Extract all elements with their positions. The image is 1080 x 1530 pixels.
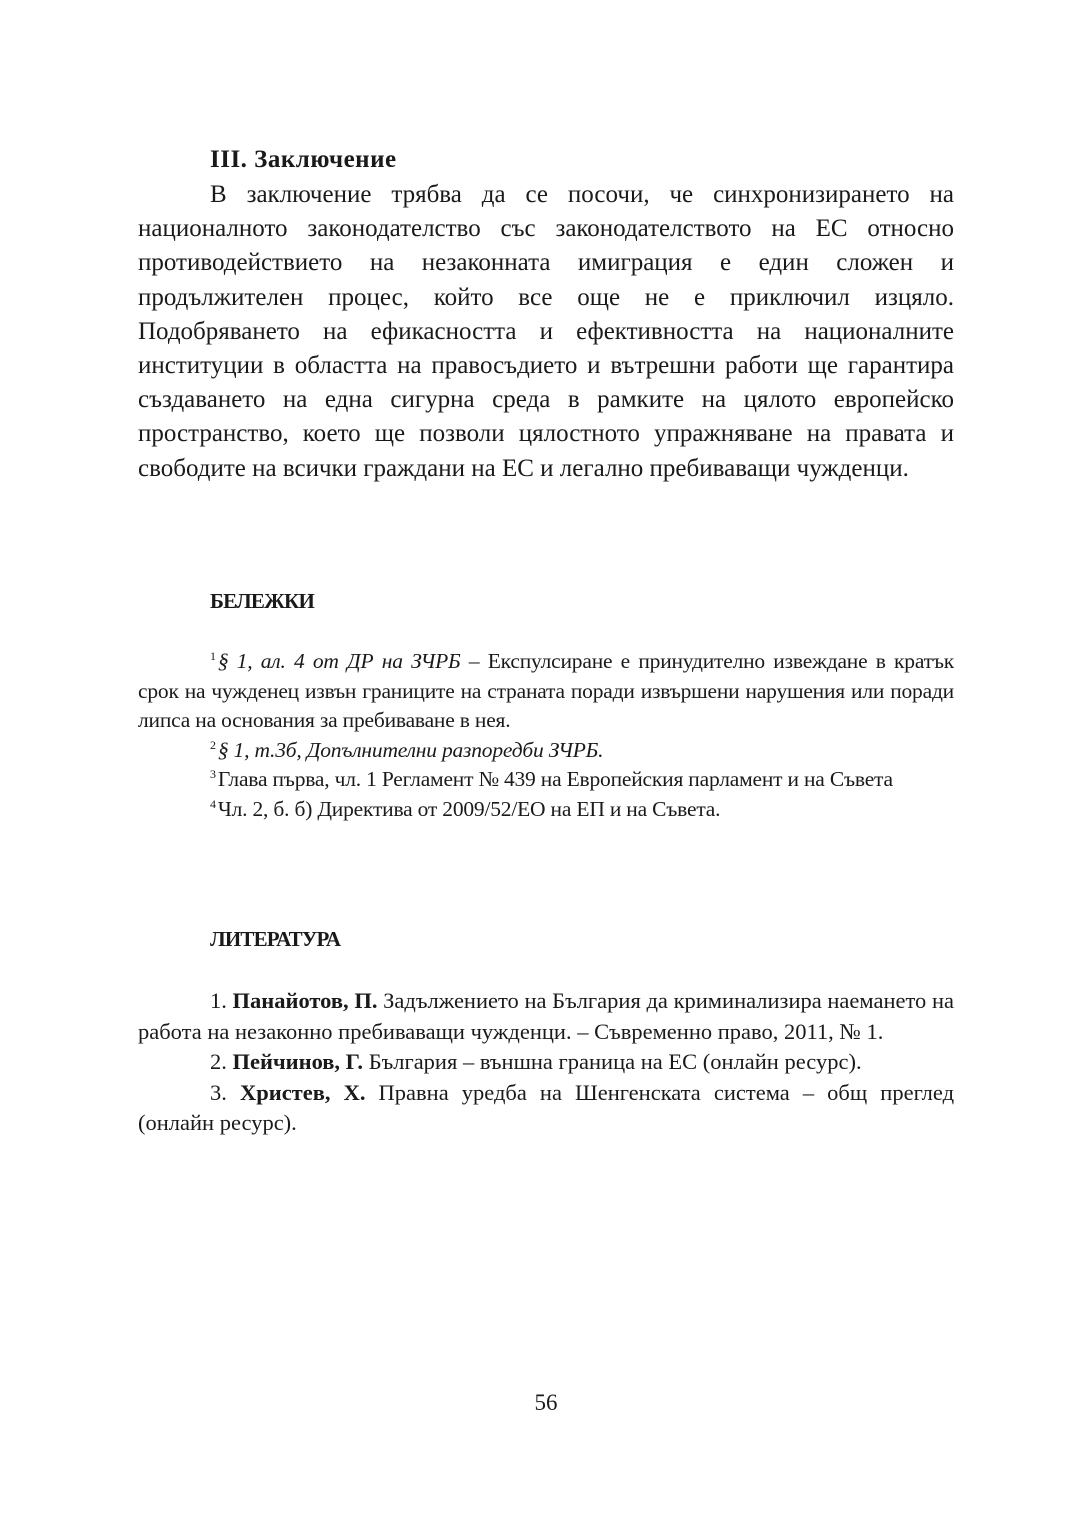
notes-title: БЕЛЕЖКИ (210, 589, 314, 613)
note-text: Глава първа, чл. 1 Регламент № 439 на Европейския парламент и на Съвета (217, 767, 893, 791)
literature-number: 1. (210, 988, 227, 1013)
literature-list (138, 986, 954, 1139)
note-text: Чл. 2, б. б) Директива от 2009/52/ЕО на ЕП и на Съвета. (217, 796, 721, 821)
literature-number: 3. (210, 1079, 227, 1105)
note-number: 3 (210, 767, 216, 781)
note-reference: § 1, т.3б, Допълнителни разпоредби ЗЧРБ. (217, 737, 604, 762)
note-text: – Експулсиране е принудително извеждане в кратък срок на чужденец извън границите на страната поради извършени нарушения или поради липса на основания за пребиваване в нея. (138, 649, 954, 732)
note-reference: § 1, ал. 4 от ДР на ЗЧРБ (217, 649, 461, 673)
literature-number: 2. (210, 1049, 227, 1074)
conclusion-heading: III. Заключение (210, 146, 397, 173)
note-item (138, 647, 954, 736)
note-number: 2 (210, 737, 216, 752)
literature-item (138, 986, 954, 1047)
note-number: 4 (210, 796, 216, 811)
note-item (138, 795, 954, 825)
literature-title: ЛИТЕРАТУРА (210, 927, 341, 951)
note-number: 1 (210, 649, 216, 663)
literature-text: Задължението на България да криминализира наемането на работа на незаконно пребиваващи чужденци. – Съвременно право, 2011, № 1. (138, 988, 954, 1044)
literature-item (138, 1078, 954, 1139)
literature-item (138, 1047, 954, 1078)
page-number: 56 (534, 1390, 558, 1415)
literature-author: Пейчинов, Г. (232, 1049, 364, 1074)
notes-list (138, 647, 954, 824)
conclusion-paragraph: В заключение трябва да се посочи, че синхронизирането на националното законодателство със законодателството на ЕС относно противодействието на незаконната имиграция е един сложен и продължителен процес, който все още не е приключил изцяло. Подобряването на ефикасността и ефективността на националните институции в областта на правосъдието и вътрешни работи ще гарантира създаването на една сигурна среда в рамките на цялото европейско пространство, което ще позволи цялостното упражняване на правата и свободите на всички граждани на ЕС и легално пребиваващи чужденци. (138, 181, 954, 482)
literature-author: Панайотов, П. (232, 988, 378, 1013)
literature-author: Христев, Х. (239, 1079, 366, 1105)
literature-text: Правна уредба на Шенгенската система – общ преглед (онлайн ресурс). (138, 1079, 955, 1135)
note-item (138, 736, 954, 766)
literature-text: България – външна граница на ЕС (онлайн ресурс). (368, 1049, 862, 1074)
note-item (138, 765, 954, 795)
